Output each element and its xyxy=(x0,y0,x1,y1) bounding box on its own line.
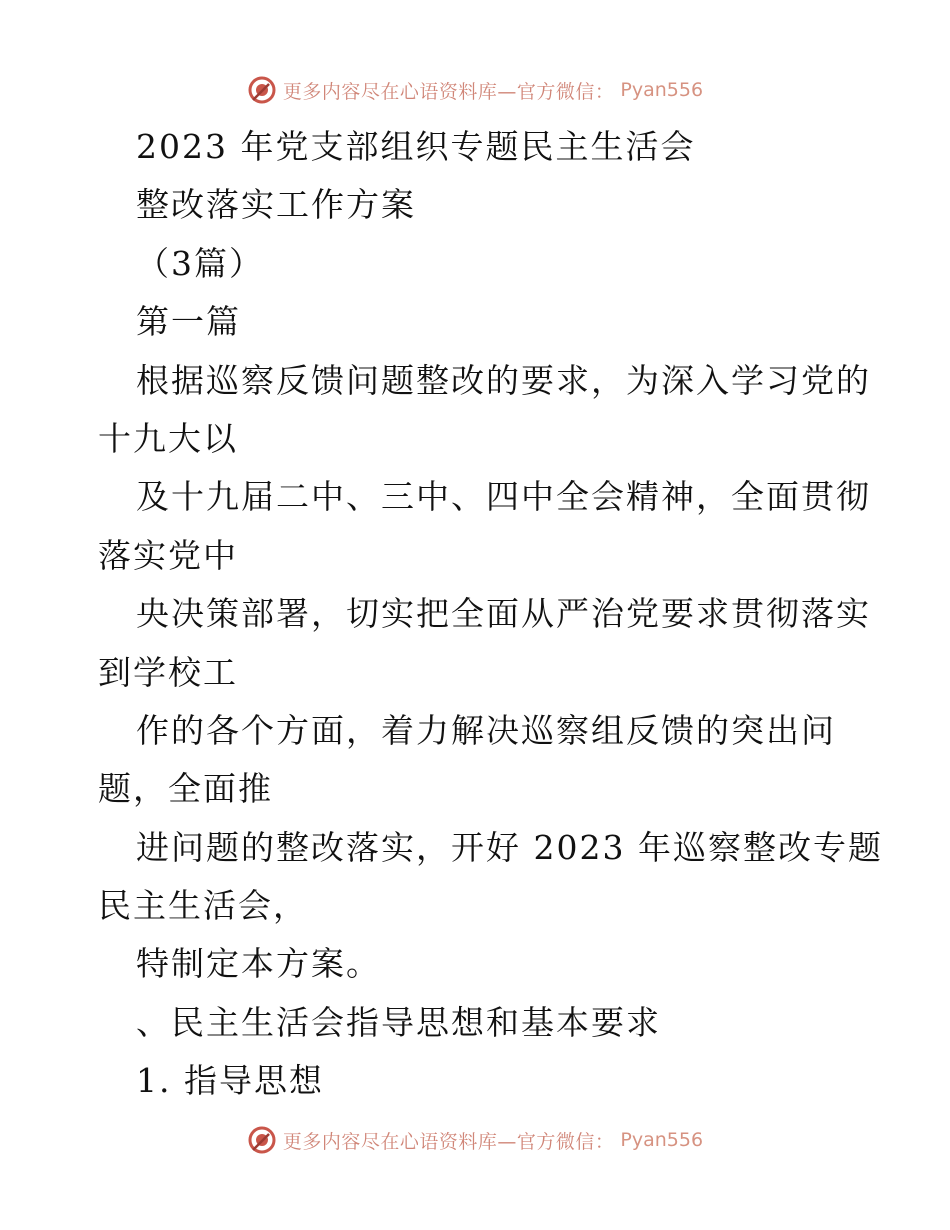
watermark-id: Pyan556 xyxy=(620,79,704,101)
text-line: 落实党中 xyxy=(98,535,238,575)
text-line: 进问题的整改落实，开好 2023 年巡察整改专题 xyxy=(136,827,883,867)
text-line: （3篇） xyxy=(136,243,264,283)
watermark-text: 更多内容尽在心语资料库—官方微信： xyxy=(282,1130,615,1153)
pen-circle-icon xyxy=(247,1125,277,1155)
text-line: 及十九届二中、三中、四中全会精神，全面贯彻 xyxy=(136,477,871,517)
text-line: 央决策部署，切实把全面从严治党要求贯彻落实 xyxy=(136,594,871,634)
pen-circle-icon xyxy=(247,75,277,105)
text-line: 根据巡察反馈问题整改的要求，为深入学习党的 xyxy=(136,360,871,400)
watermark-id: Pyan556 xyxy=(620,1129,704,1151)
text-line: 作的各个方面，着力解决巡察组反馈的突出问 xyxy=(136,710,836,750)
footer-watermark xyxy=(0,1122,950,1158)
text-line: 整改落实工作方案 xyxy=(136,185,416,225)
header-watermark xyxy=(0,72,950,108)
text-line: 2023 年党支部组织专题民主生活会 xyxy=(136,127,696,166)
text-line: 、民主生活会指导思想和基本要求 xyxy=(136,1002,661,1042)
text-line: 第一篇 xyxy=(136,302,241,342)
watermark-text: 更多内容尽在心语资料库—官方微信： xyxy=(282,80,615,103)
text-line: 十九大以 xyxy=(98,418,238,458)
text-line: 题，全面推 xyxy=(98,769,273,809)
text-line: 到学校工 xyxy=(98,652,238,692)
document-body xyxy=(98,118,883,1111)
text-line: 民主生活会， xyxy=(98,886,308,926)
text-line: 1. 指导思想 xyxy=(136,1061,324,1101)
text-line: 特制定本方案。 xyxy=(136,944,381,984)
